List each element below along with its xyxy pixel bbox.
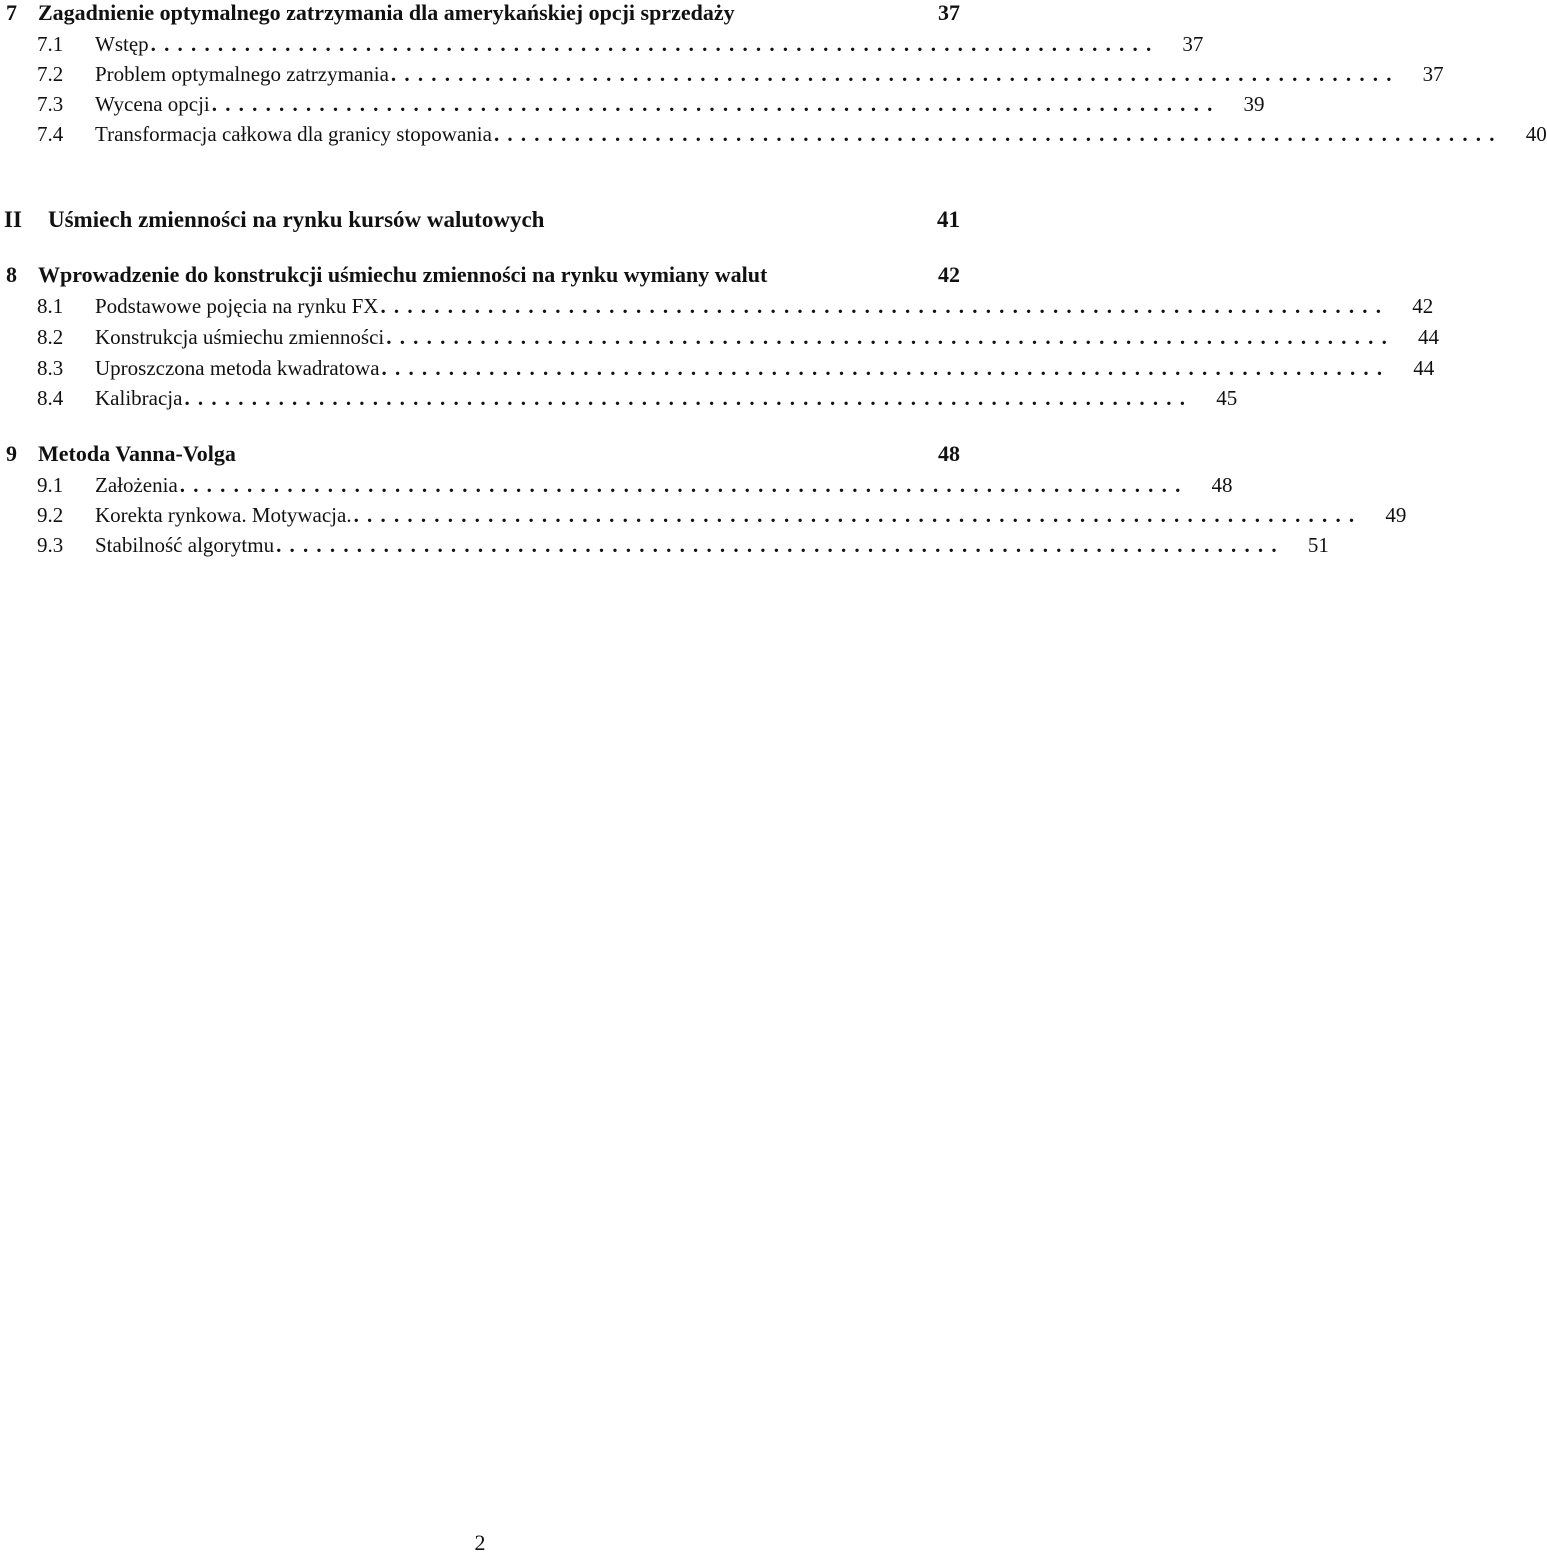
dot-leader: ........................................................................... <box>353 502 1363 527</box>
toc-section-7-3[interactable] <box>37 89 1265 119</box>
dot-leader: ........................................................................... <box>493 121 1503 146</box>
dot-leader: ........................................................................... <box>381 355 1391 380</box>
chapter-number: 9 <box>6 441 17 466</box>
toc-chapter-9[interactable] <box>6 438 960 470</box>
toc-section-9-1[interactable] <box>37 470 1233 500</box>
section-number: 9.1 <box>37 472 64 497</box>
section-number: 8.2 <box>37 324 64 349</box>
chapter-number: 8 <box>6 262 17 287</box>
toc-section-8-4[interactable] <box>37 383 1238 413</box>
chapter-title: Metoda Vanna-Volga <box>38 441 236 466</box>
toc-chapter-7[interactable] <box>6 0 960 29</box>
toc-section-8-1[interactable] <box>37 291 1434 321</box>
section-page: 44 <box>1418 324 1440 349</box>
section-page: 44 <box>1413 355 1435 380</box>
dot-leader: ........................................................................... <box>380 293 1390 318</box>
section-title: Uproszczona metoda kwadratowa <box>95 355 380 380</box>
section-number: 7.2 <box>37 61 64 86</box>
section-title: Problem optymalnego zatrzymania <box>95 61 389 86</box>
section-number: 9.3 <box>37 532 64 557</box>
toc-section-8-2[interactable] <box>37 322 1440 352</box>
chapter-title: Zagadnienie optymalnego zatrzymania dla amerykańskiej opcji sprzedaży <box>38 0 735 25</box>
chapter-page: 48 <box>938 441 960 466</box>
page-number: 2 <box>474 1530 486 1555</box>
section-page: 51 <box>1307 532 1329 557</box>
section-page: 42 <box>1412 293 1434 318</box>
toc-part-2[interactable] <box>4 203 960 237</box>
toc-section-7-4[interactable] <box>37 119 1547 149</box>
section-page: 49 <box>1385 502 1407 527</box>
dot-leader: ........................................................................... <box>211 91 1221 116</box>
dot-leader: ........................................................................... <box>150 31 1160 56</box>
dot-leader: ........................................................................... <box>276 532 1285 557</box>
dot-leader: ........................................................................... <box>390 61 1400 86</box>
chapter-page: 42 <box>938 262 960 287</box>
toc-section-7-2[interactable] <box>37 59 1444 89</box>
part-page: 41 <box>937 207 960 232</box>
section-title: Transformacja całkowa dla granicy stopowania <box>95 121 492 146</box>
part-title: Uśmiech zmienności na rynku kursów walutowych <box>48 207 545 232</box>
toc-section-8-3[interactable] <box>37 353 1435 383</box>
section-title: Konstrukcja uśmiechu zmienności <box>95 324 385 349</box>
toc-section-9-3[interactable] <box>37 530 1329 560</box>
dot-leader: ........................................................................... <box>179 472 1189 497</box>
chapter-title: Wprowadzenie do konstrukcji uśmiechu zmienności na rynku wymiany walut <box>38 262 768 287</box>
section-number: 7.1 <box>37 31 64 56</box>
toc-section-9-2[interactable] <box>37 500 1407 530</box>
section-number: 7.3 <box>37 91 64 116</box>
section-title: Korekta rynkowa. Motywacja. <box>95 502 352 527</box>
section-title: Stabilność algorytmu <box>95 532 275 557</box>
section-title: Podstawowe pojęcia na rynku FX <box>95 293 379 318</box>
section-number: 8.3 <box>37 355 64 380</box>
section-page: 40 <box>1525 121 1547 146</box>
section-number: 8.1 <box>37 293 64 318</box>
dot-leader: ........................................................................... <box>184 385 1194 410</box>
section-page: 37 <box>1182 31 1204 56</box>
section-title: Wstęp <box>95 31 149 56</box>
section-page: 37 <box>1422 61 1444 86</box>
part-number: II <box>4 207 22 232</box>
section-number: 9.2 <box>37 502 64 527</box>
chapter-page: 37 <box>938 0 960 25</box>
section-title: Założenia <box>95 472 178 497</box>
section-page: 45 <box>1216 385 1238 410</box>
toc-chapter-8[interactable] <box>6 259 960 291</box>
toc-section-7-1[interactable] <box>37 29 1204 59</box>
section-title: Wycena opcji <box>95 91 210 116</box>
section-page: 48 <box>1211 472 1233 497</box>
section-number: 7.4 <box>37 121 64 146</box>
section-title: Kalibracja <box>95 385 183 410</box>
section-page: 39 <box>1243 91 1265 116</box>
chapter-number: 7 <box>6 0 17 25</box>
section-number: 8.4 <box>37 385 64 410</box>
dot-leader: ........................................................................... <box>386 324 1396 349</box>
